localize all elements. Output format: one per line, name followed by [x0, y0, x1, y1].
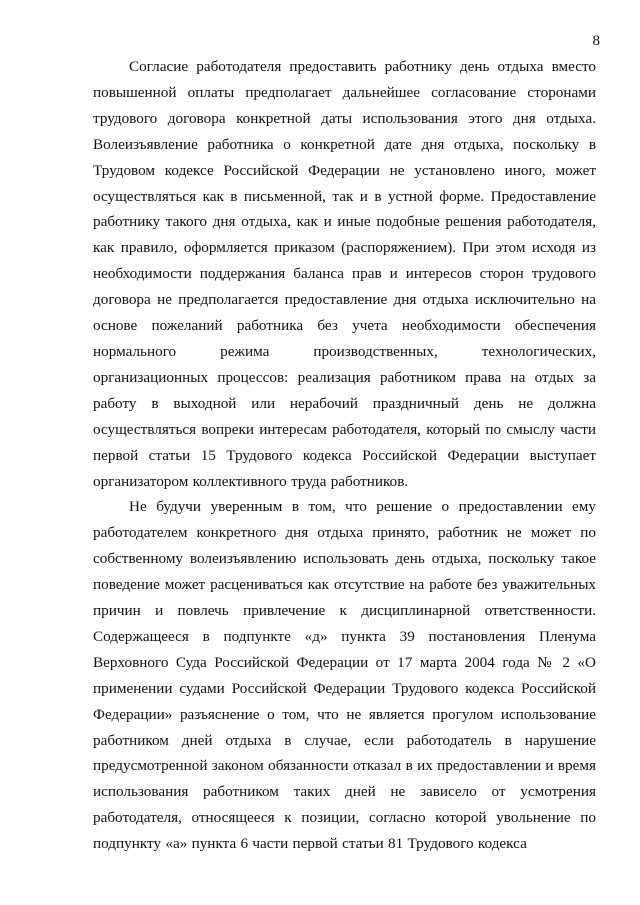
document-body: [93, 54, 596, 857]
paragraph-2: Не будучи уверенным в том, что решение о предоставлении ему работодателем конкретного дня отдыха принято, работник не может по собственному волеизъявлению использовать день отдыха, поскольку такое поведение может расцениваться как отсутствие на работе без уважительных причин и повлечь привлечение к дисциплинарной ответственности. Содержащееся в подпункте «д» пункта 39 постановления Пленума Верховного Суда Российской Федерации от 17 марта 2004 года № 2 «О применении судами Российской Федерации Трудового кодекса Российской Федерации» разъяснение о том, что не является прогулом использование работником дней отдыха в случае, если работодатель в нарушение предусмотренной законом обязанности отказал в их предоставлении и время использования работником таких дней не зависело от усмотрения работодателя, относящееся к позиции, согласно которой увольнение по подпункту «а» пункта 6 части первой статьи 81 Трудового кодекса: [93, 498, 596, 853]
page-number: 8: [592, 33, 600, 49]
paragraph-1: Согласие работодателя предоставить работнику день отдыха вместо повышенной оплаты предполагает дальнейшее согласование сторонами трудового договора конкретной даты использования этого дня отдыха. Волеизъявление работника о конкретной дате дня отдыха, поскольку в Трудовом кодексе Российской Федерации не установлено иного, может осуществляться как в письменной, так и в устной форме. Предоставление работнику такого дня отдыха, как и иные подобные решения работодателя, как правило, оформляется приказом (распоряжением). При этом исходя из необходимости поддержания баланса прав и интересов сторон трудового договора не предполагается предоставление дня отдыха исключительно на основе пожеланий работника без учета необходимости обеспечения нормального режима производственных, технологических, организационных процессов: реализация работником права на отдых за работу в выходной или нерабочий праздничный день не должна осуществляться вопреки интересам работодателя, который по смыслу части первой статьи 15 Трудового кодекса Российской Федерации выступает организатором коллективного труда работников.: [93, 58, 596, 490]
